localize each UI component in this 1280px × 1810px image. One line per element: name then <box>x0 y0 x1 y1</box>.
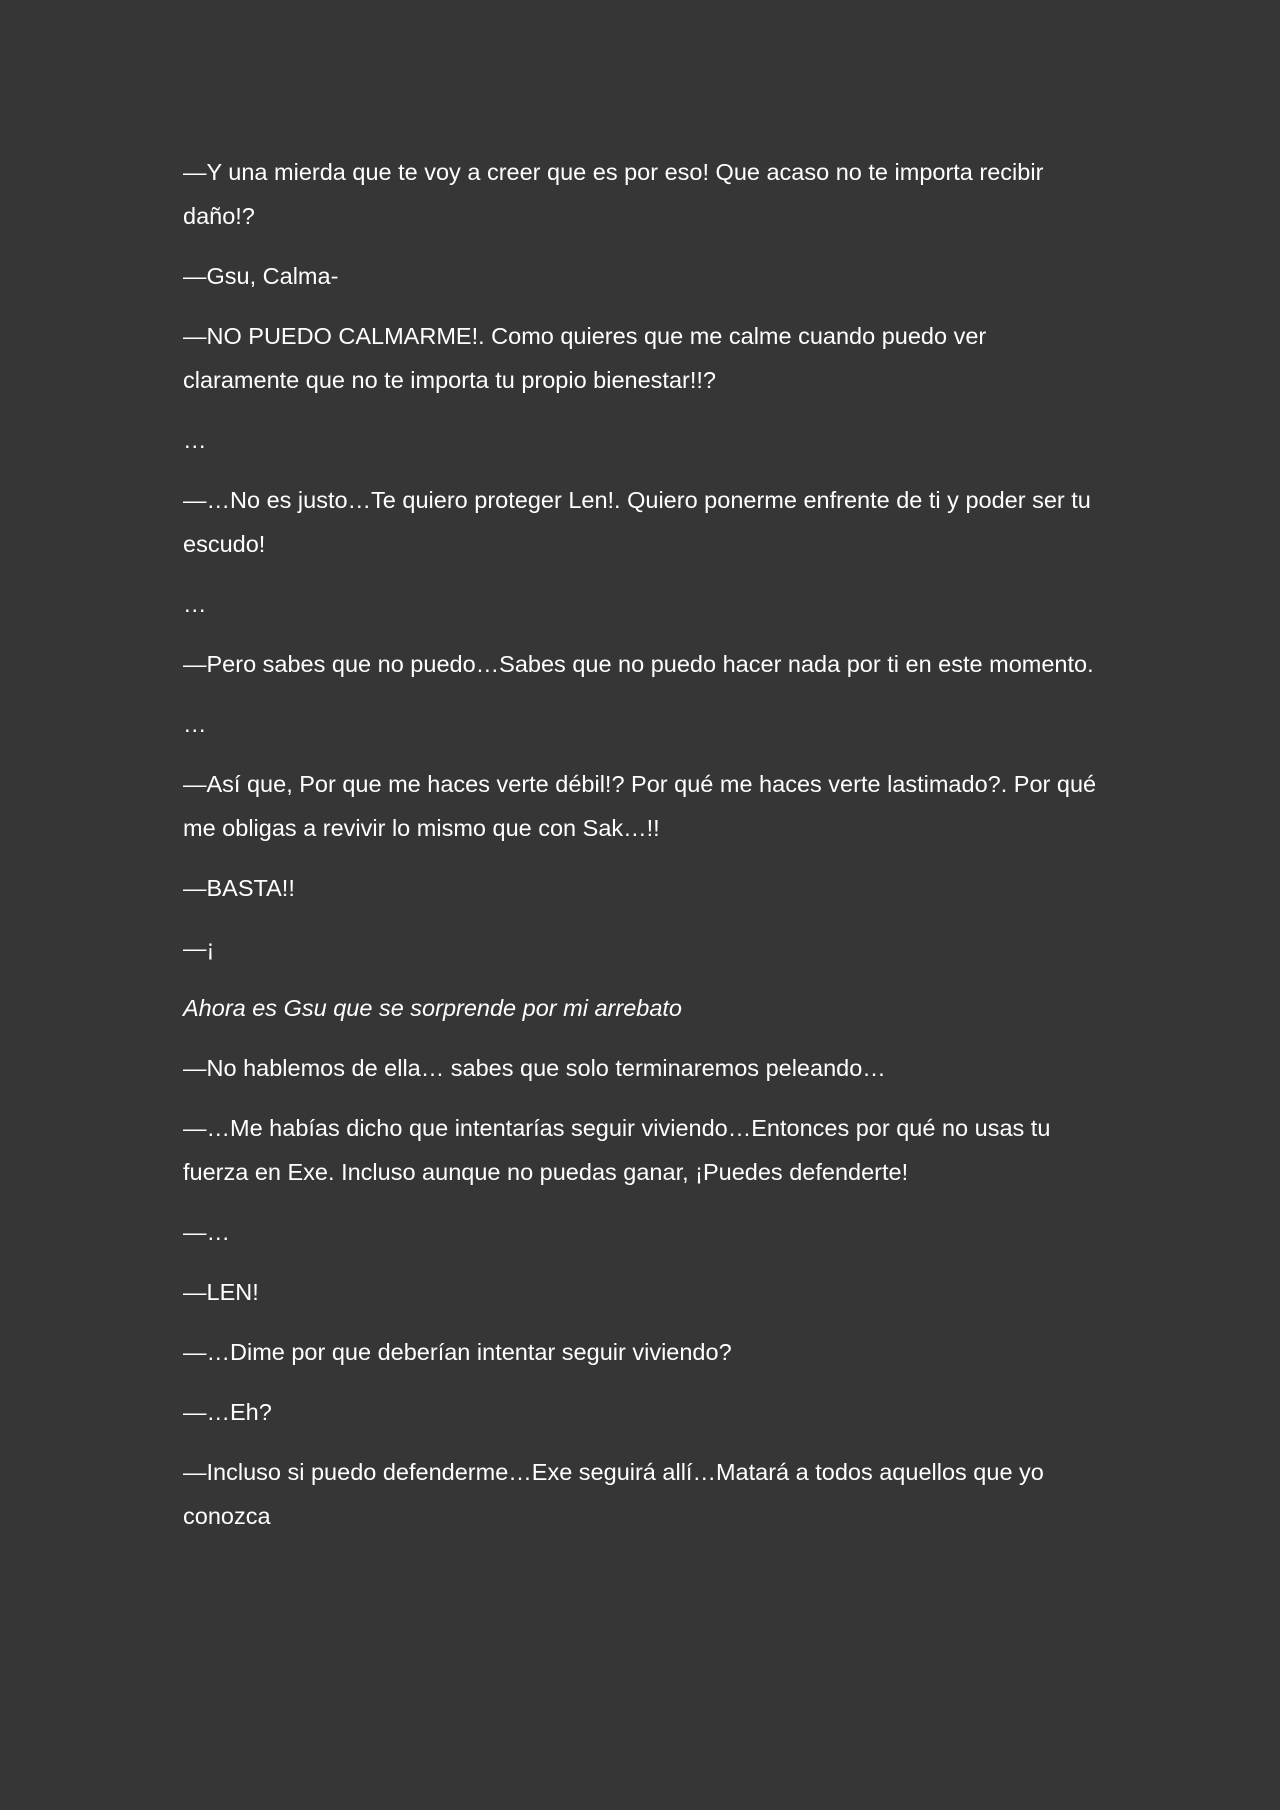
paragraph: —… <box>183 1219 230 1245</box>
paragraph: … <box>183 711 207 737</box>
paragraph: —Gsu, Calma- <box>183 263 339 289</box>
paragraph: —Así que, Por que me haces verte débil!? Por qué me haces verte lastimado?. Por qué me obligas a revivir lo mismo que con Sak…!! <box>183 771 1103 841</box>
paragraph: … <box>183 427 207 453</box>
paragraph: —Y una mierda que te voy a creer que es por eso! Que acaso no te importa recibir daño!? <box>183 159 1050 229</box>
paragraph: —…Dime por que deberían intentar seguir viviendo? <box>183 1339 732 1365</box>
paragraph: —NO PUEDO CALMARME!. Como quieres que me calme cuando puedo ver claramente que no te importa tu propio bienestar!!? <box>183 323 993 393</box>
paragraph: … <box>183 591 207 617</box>
paragraph: —No hablemos de ella… sabes que solo terminaremos peleando… <box>183 1055 886 1081</box>
narration-paragraph: Ahora es Gsu que se sorprende por mi arrebato <box>183 995 682 1021</box>
paragraph: —Incluso si puedo defenderme…Exe seguirá allí…Matará a todos aquellos que yo conozca <box>183 1459 1051 1529</box>
paragraph: —…Eh? <box>183 1399 272 1425</box>
paragraph: —LEN! <box>183 1279 259 1305</box>
paragraph: —…Me habías dicho que intentarías seguir viviendo…Entonces por qué no usas tu fuerza en Exe. Incluso aunque no puedas ganar, ¡Puedes defenderte! <box>183 1115 1057 1185</box>
paragraph: —Pero sabes que no puedo…Sabes que no puedo hacer nada por ti en este momento. <box>183 651 1094 677</box>
paragraph: —…No es justo…Te quiero proteger Len!. Quiero ponerme enfrente de ti y poder ser tu escudo! <box>183 487 1098 557</box>
paragraph: —BASTA!! <box>183 875 295 901</box>
paragraph: —¡ <box>183 935 215 961</box>
